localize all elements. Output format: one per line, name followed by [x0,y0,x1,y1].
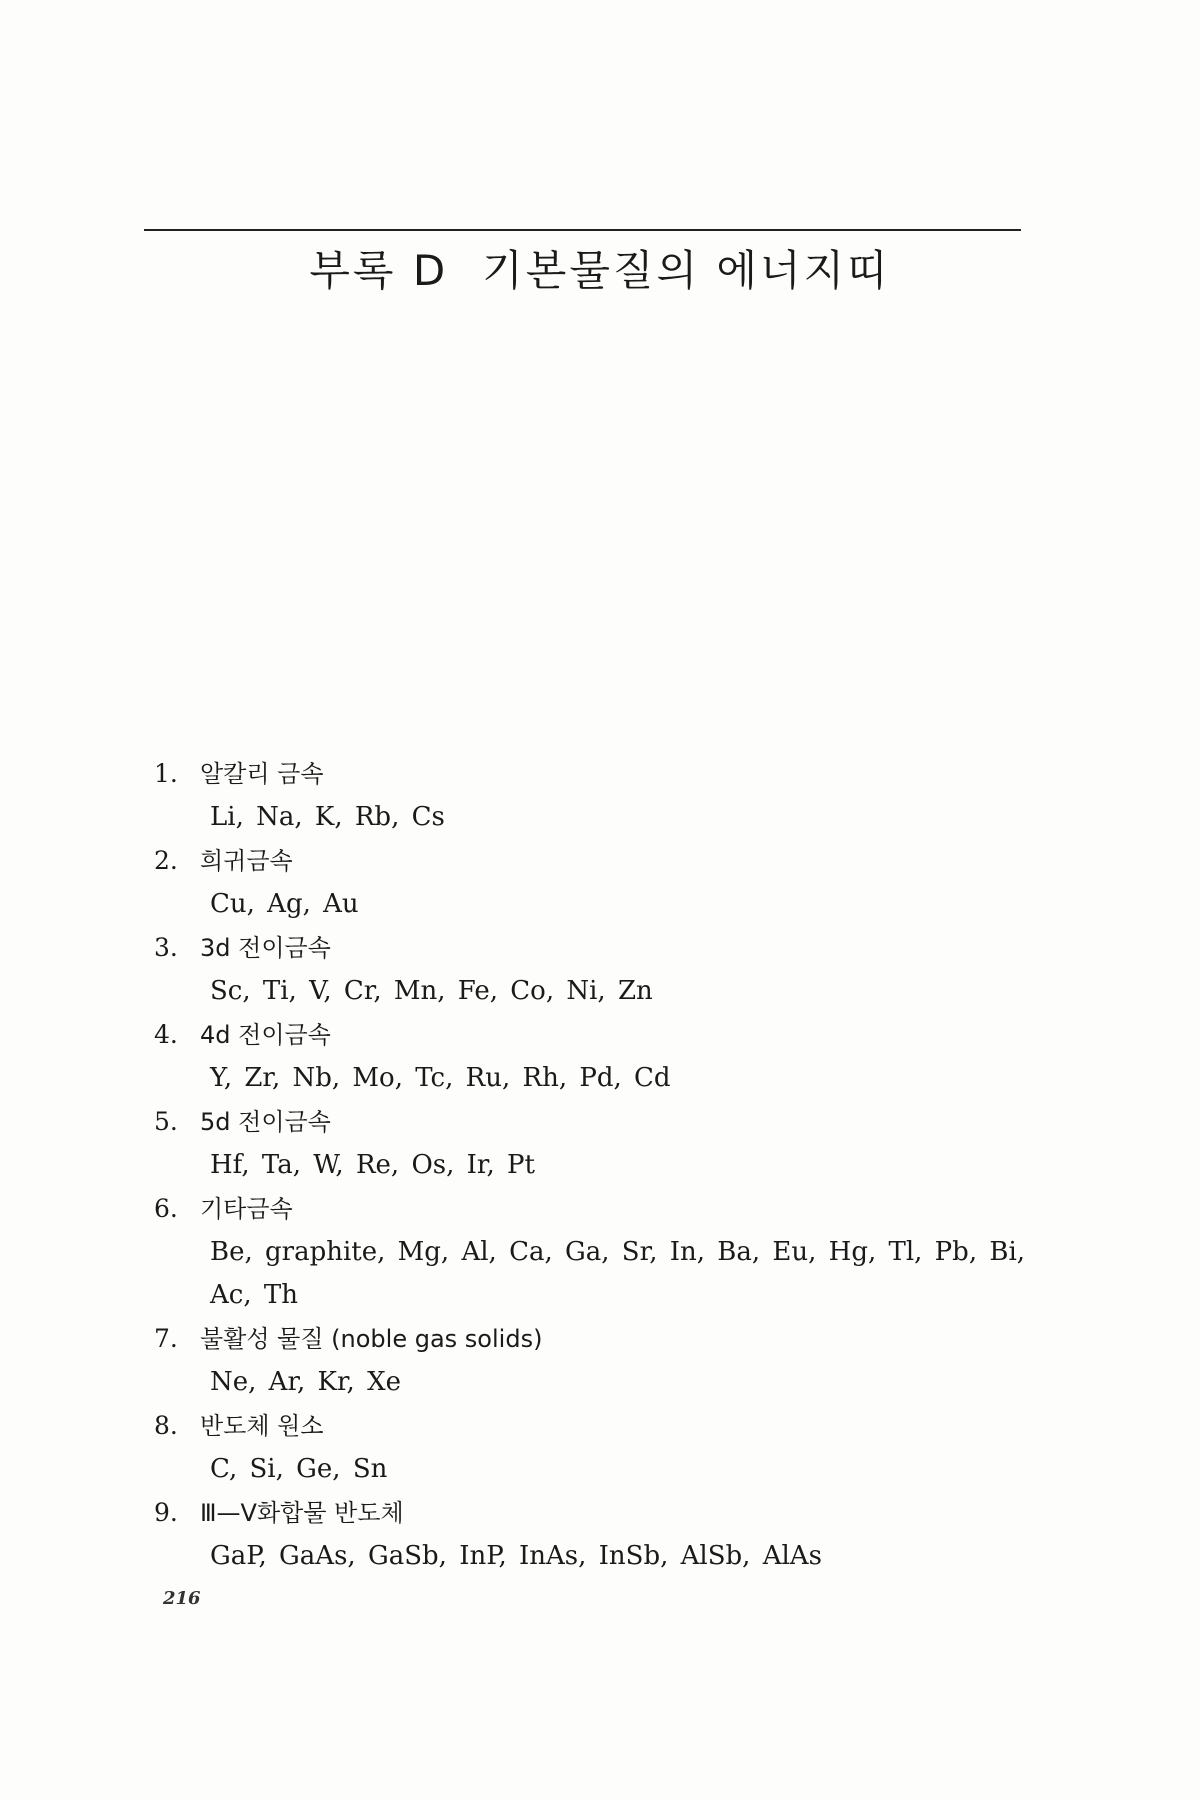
top-rule [144,229,1021,231]
item-number: 3. [154,933,178,962]
item-heading [154,1317,1054,1361]
item-elements: Li, Na, K, Rb, Cs [210,802,445,832]
list-item [154,1187,1054,1317]
item-title: 기타금속 [200,1195,293,1223]
item-title: 희귀금속 [200,847,293,875]
item-elements: C, Si, Ge, Sn [210,1454,388,1484]
list-item [154,1013,1054,1100]
item-title: 3d 전이금속 [200,934,331,962]
list-item [154,1100,1054,1187]
list-item [154,926,1054,1013]
item-heading [154,1187,1054,1231]
item-elements: Hf, Ta, W, Re, Os, Ir, Pt [210,1150,535,1180]
appendix-label: 부록 D [309,246,449,295]
list-item [154,752,1054,839]
item-number: 5. [154,1107,178,1136]
item-title: 5d 전이금속 [200,1108,331,1136]
page-title [0,238,1200,298]
material-list [154,752,1054,1578]
list-item [154,1404,1054,1491]
list-item [154,839,1054,926]
item-elements: Cu, Ag, Au [210,889,359,919]
item-heading [154,926,1054,970]
item-elements: Y, Zr, Nb, Mo, Tc, Ru, Rh, Pd, Cd [210,1063,671,1093]
list-item [154,1491,1054,1578]
list-item [154,1317,1054,1404]
title-text: 기본물질의 에너지띠 [482,246,891,295]
item-number: 4. [154,1020,178,1049]
item-title: 반도체 원소 [200,1412,324,1440]
page-number: 216 [163,1588,201,1609]
item-heading [154,839,1054,883]
item-heading [154,1491,1054,1535]
item-title: Ⅲ—V화합물 반도체 [200,1499,404,1527]
item-heading [154,1100,1054,1144]
item-number: 6. [154,1194,178,1223]
item-title: 알칼리 금속 [200,760,324,788]
item-number: 2. [154,846,178,875]
item-title: 4d 전이금속 [200,1021,331,1049]
item-elements: GaP, GaAs, GaSb, InP, InAs, InSb, AlSb, AlAs [210,1541,822,1571]
item-number: 7. [154,1324,178,1353]
item-number: 8. [154,1411,178,1440]
item-elements: Ne, Ar, Kr, Xe [210,1367,401,1397]
item-elements: Be, graphite, Mg, Al, Ca, Ga, Sr, In, Ba, Eu, Hg, Tl, Pb, Bi, Ac, Th [210,1237,1026,1310]
item-heading [154,752,1054,796]
item-heading [154,1404,1054,1448]
item-number: 9. [154,1498,178,1527]
item-title: 불활성 물질 (noble gas solids) [200,1325,543,1353]
item-heading [154,1013,1054,1057]
item-number: 1. [154,759,178,788]
item-elements: Sc, Ti, V, Cr, Mn, Fe, Co, Ni, Zn [210,976,653,1006]
